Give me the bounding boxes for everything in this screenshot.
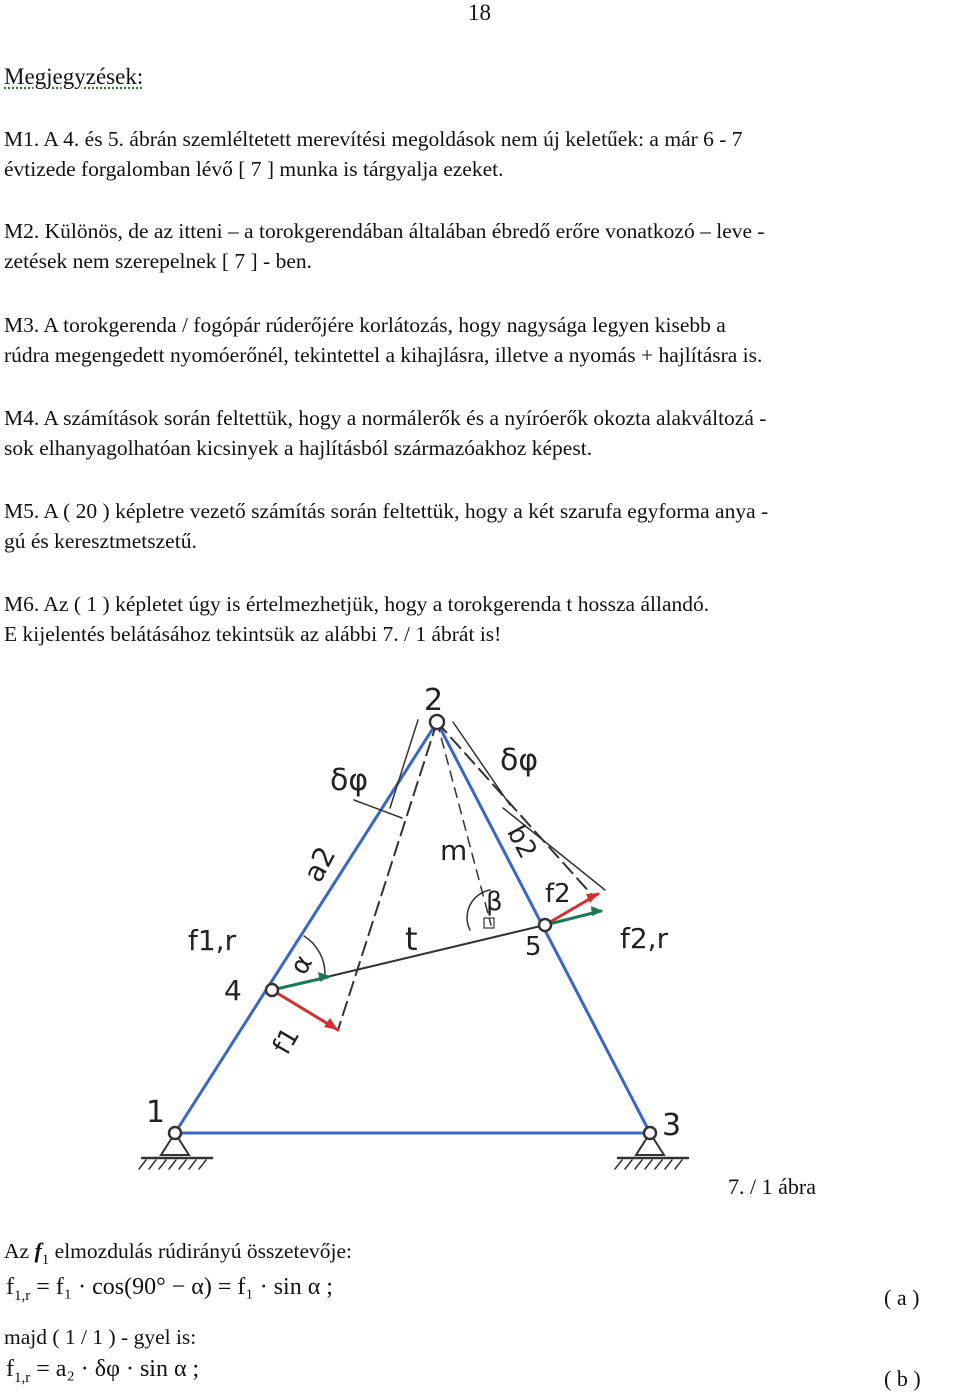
- node-4-hinge: [266, 984, 278, 996]
- eq-b-rhs: = a₂ · δφ · sin α ;: [36, 1356, 200, 1382]
- note-m5: [4, 496, 956, 556]
- figure-7-1: [0, 670, 960, 1190]
- text-f1-prefix: Az: [4, 1239, 35, 1263]
- label-m: m: [440, 834, 468, 867]
- note-m2-line1: M2. Különös, de az itteni – a torokgerendában általában ébredő erőre vonatkozó – leve -: [4, 219, 765, 243]
- note-m2-line2: zetések nem szerepelnek [ 7 ] - ben.: [4, 249, 313, 273]
- note-m1-line2: évtizede forgalomban lévő [ 7 ] munka is tárgyalja ezeket.: [4, 157, 504, 181]
- eq-a-lhs-sub: 1,r: [14, 1288, 31, 1304]
- text-f1-sub: 1: [41, 1252, 50, 1268]
- equation-a: [6, 1274, 333, 1304]
- note-m6-line2: E kijelentés belátásához tekintsük az alábbi 7. / 1 ábrát is!: [4, 622, 502, 646]
- label-dphi-left: δφ: [330, 763, 369, 798]
- label-f2r: f2,r: [620, 922, 669, 955]
- text-then: [4, 1322, 956, 1352]
- text-f1-suffix: elmozdulás rúdirányú összetevője:: [49, 1239, 352, 1263]
- note-m1: [4, 124, 956, 184]
- vector-f2r-arrowhead: [591, 906, 603, 916]
- note-m1-line1: M1. A 4. és 5. ábrán szemléltetett merevítési megoldások nem új keletűek: a már 6 - 7: [4, 127, 743, 151]
- label-node-5: 5: [525, 932, 542, 962]
- label-node-4: 4: [224, 974, 242, 1007]
- note-m5-line2: gú és keresztmetszetű.: [4, 529, 197, 553]
- eq-b-lhs: f: [6, 1356, 14, 1382]
- label-node-1: 1: [146, 1095, 166, 1130]
- label-alpha: α: [284, 950, 320, 980]
- label-t: t: [405, 920, 418, 958]
- text-f1-var: f: [34, 1238, 42, 1263]
- note-m4: [4, 403, 956, 463]
- label-f1: f1: [267, 1022, 307, 1060]
- label-beta: β: [486, 887, 503, 917]
- label-dphi-right: δφ: [500, 743, 539, 778]
- text-then-line: majd ( 1 / 1 ) - gyel is:: [4, 1325, 197, 1349]
- note-m5-line1: M5. A ( 20 ) képletre vezető számítás során feltettük, hogy a két szarufa egyforma anya -: [4, 499, 769, 523]
- eq-a-label: ( a ): [884, 1285, 920, 1310]
- label-a2: a2: [296, 841, 343, 888]
- label-f1r: f1,r: [188, 924, 237, 957]
- text-f1-component: [4, 1236, 956, 1269]
- eq-b-label: ( b ): [884, 1366, 921, 1391]
- label-node-2: 2: [424, 683, 444, 718]
- height-line-m: [437, 722, 491, 925]
- label-f2: f2: [545, 879, 571, 909]
- vector-f1r-arrowhead: [318, 972, 330, 982]
- label-b2: b2: [500, 820, 543, 864]
- note-m2: [4, 216, 956, 276]
- note-m4-line1: M4. A számítások során feltettük, hogy a normálerők és a nyíróerők okozta alakváltozá -: [4, 406, 767, 430]
- node-5-hinge: [539, 919, 551, 931]
- notes-heading: Megjegyzések:: [4, 64, 144, 89]
- note-m3-line1: M3. A torokgerenda / fogópár rúderőjére korlátozás, hogy nagysága legyen kisebb a: [4, 313, 726, 337]
- eq-b-lhs-sub: 1,r: [14, 1370, 31, 1386]
- eq-a-lhs: f: [6, 1274, 14, 1300]
- note-m3: [4, 310, 956, 370]
- note-m3-line2: rúdra megengedett nyomóerőnél, tekintettel a kihajlásra, illetve a nyomás + hajlításra is.: [4, 343, 763, 367]
- page-number: 18: [468, 0, 491, 25]
- label-node-3: 3: [662, 1108, 682, 1143]
- equation-b: [6, 1356, 200, 1386]
- eq-a-rhs: = f₁ · cos(90° − α) = f₁ · sin α ;: [36, 1274, 333, 1300]
- vector-f1-arrowhead: [324, 1018, 338, 1030]
- note-m4-line2: sok elhanyagolhatóan kicsinyek a hajlításból származóakhoz képest.: [4, 436, 593, 460]
- note-m6-line1: M6. Az ( 1 ) képletet úgy is értelmezhetjük, hogy a torokgerenda t hossza állandó.: [4, 592, 710, 616]
- note-m6: [4, 589, 956, 649]
- figure-caption: 7. / 1 ábra: [728, 1174, 816, 1199]
